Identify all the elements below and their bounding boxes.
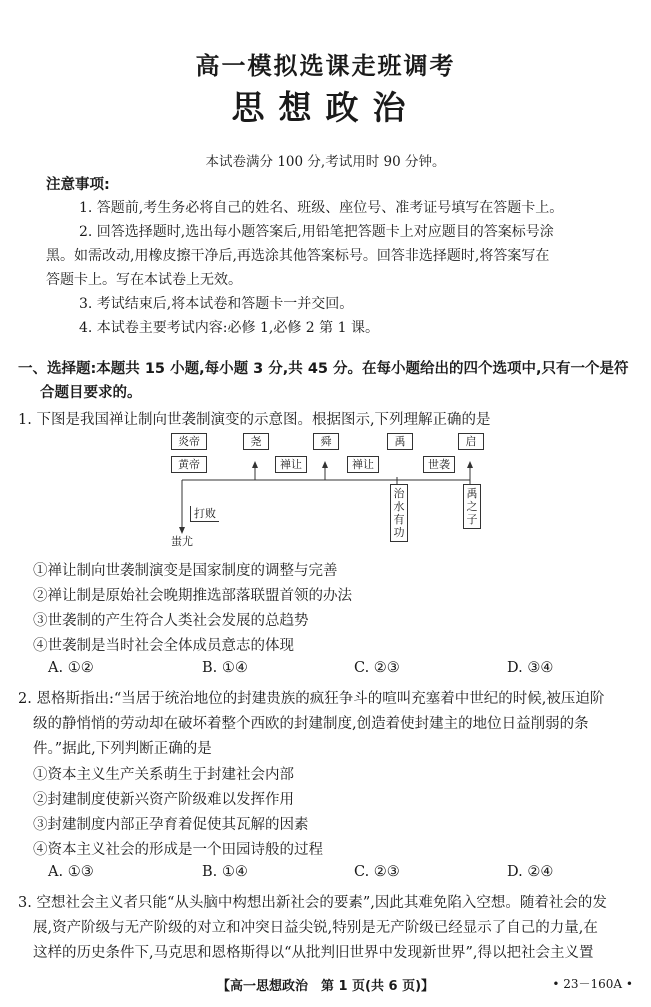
diagram-box: 黄帝 [171,456,207,473]
exam-meta: 本试卷满分 100 分,考试用时 90 分钟。 [205,154,446,170]
diagram-box: 舜 [313,433,339,450]
diagram-box: 禅让 [275,456,307,473]
option-b: B. ①④ [202,660,248,676]
option-c: C. ②③ [354,864,400,880]
option-d: D. ③④ [507,660,554,676]
statement: ①禅让制向世袭制演变是国家制度的调整与完善 [33,563,338,579]
footer-page-info: 【高一思想政治 第 1 页(共 6 页)】 [216,979,435,994]
notes-line: 答题卡上。写在本试卷上无效。 [46,272,242,288]
statement: ④世袭制是当时社会全体成员意志的体现 [33,638,294,654]
option-a: A. ①③ [48,864,94,880]
section-heading-line: 合题目要求的。 [40,385,142,401]
option-c: C. ②③ [354,660,400,676]
notes-heading: 注意事项: [46,177,110,193]
section-heading [18,357,638,405]
exam-title: 高一模拟选课走班调考 [195,52,456,80]
diagram-label-defeat: 打败 [190,506,219,522]
question-3-stem: 展,资产阶级与无产阶级的对立和冲突日益尖锐,特别是无产阶级已经显示了自己的力量,在 [33,920,598,936]
statement: ④资本主义社会的形成是一个田园诗般的过程 [33,842,323,858]
notes-line: 4. 本试卷主要考试内容:必修 1,必修 2 第 1 课。 [79,320,379,336]
subject-title: 思想政治 [231,88,420,127]
question-1-stem: 1. 下图是我国禅让制向世袭制演变的示意图。根据图示,下列理解正确的是 [18,412,491,428]
option-a: A. ①② [48,660,94,676]
question-2-stem: 级的静悄悄的劳动却在破坏着整个西欧的封建制度,创造着使封建主的地位日益削弱的条 [33,716,589,732]
diagram-box: 启 [458,433,484,450]
notes-line: 3. 考试结束后,将本试卷和答题卡一并交回。 [79,296,354,312]
option-b: B. ①④ [202,864,248,880]
question-2-stem: 2. 恩格斯指出:“当居于统治地位的封建贵族的疯狂争斗的喧叫充塞着中世纪的时候,被压迫阶 [18,691,605,707]
notes-line: 2. 回答选择题时,选出每小题答案后,用铅笔把答题卡上对应题目的答案标号涂 [79,224,554,240]
diagram-vertical-label: 治水有功 [390,484,408,542]
diagram-label-chiyou: 蚩尤 [171,535,193,548]
footer-code: • 23－160A • [552,977,633,991]
statement: ②封建制度使新兴资产阶级难以发挥作用 [33,792,294,808]
statement: ②禅让制是原始社会晚期推选部落联盟首领的办法 [33,588,352,604]
section-heading-line: 一、选择题:本题共 15 小题,每小题 3 分,共 45 分。在每小题给出的四个选项中,只有一个是符 [18,361,629,377]
question-3-stem: 3. 空想社会主义者只能“从头脑中构想出新社会的要素”,因此其难免陷入空想。随着社会的发 [18,895,607,911]
statement: ③世袭制的产生符合人类社会发展的总趋势 [33,613,309,629]
diagram-box: 禅让 [347,456,379,473]
statement: ③封建制度内部正孕育着促使其瓦解的因素 [33,817,309,833]
q1-diagram [165,430,495,550]
notes-line: 黑。如需改动,用橡皮擦干净后,再选涂其他答案标号。回答非选择题时,将答案写在 [46,248,550,264]
diagram-box: 尧 [243,433,269,450]
option-d: D. ②④ [507,864,554,880]
notes-line: 1. 答题前,考生务必将自己的姓名、班级、座位号、准考证号填写在答题卡上。 [79,200,564,216]
diagram-box: 炎帝 [171,433,207,450]
diagram-box: 禹 [387,433,413,450]
statement: ①资本主义生产关系萌生于封建社会内部 [33,767,294,783]
diagram-vertical-label: 禹之子 [463,484,481,529]
question-3-stem: 这样的历史条件下,马克思和恩格斯得以“从批判旧世界中发现新世界”,得以把社会主义置 [33,945,594,961]
diagram-box: 世袭 [423,456,455,473]
question-2-stem: 件。”据此,下列判断正确的是 [33,741,212,757]
